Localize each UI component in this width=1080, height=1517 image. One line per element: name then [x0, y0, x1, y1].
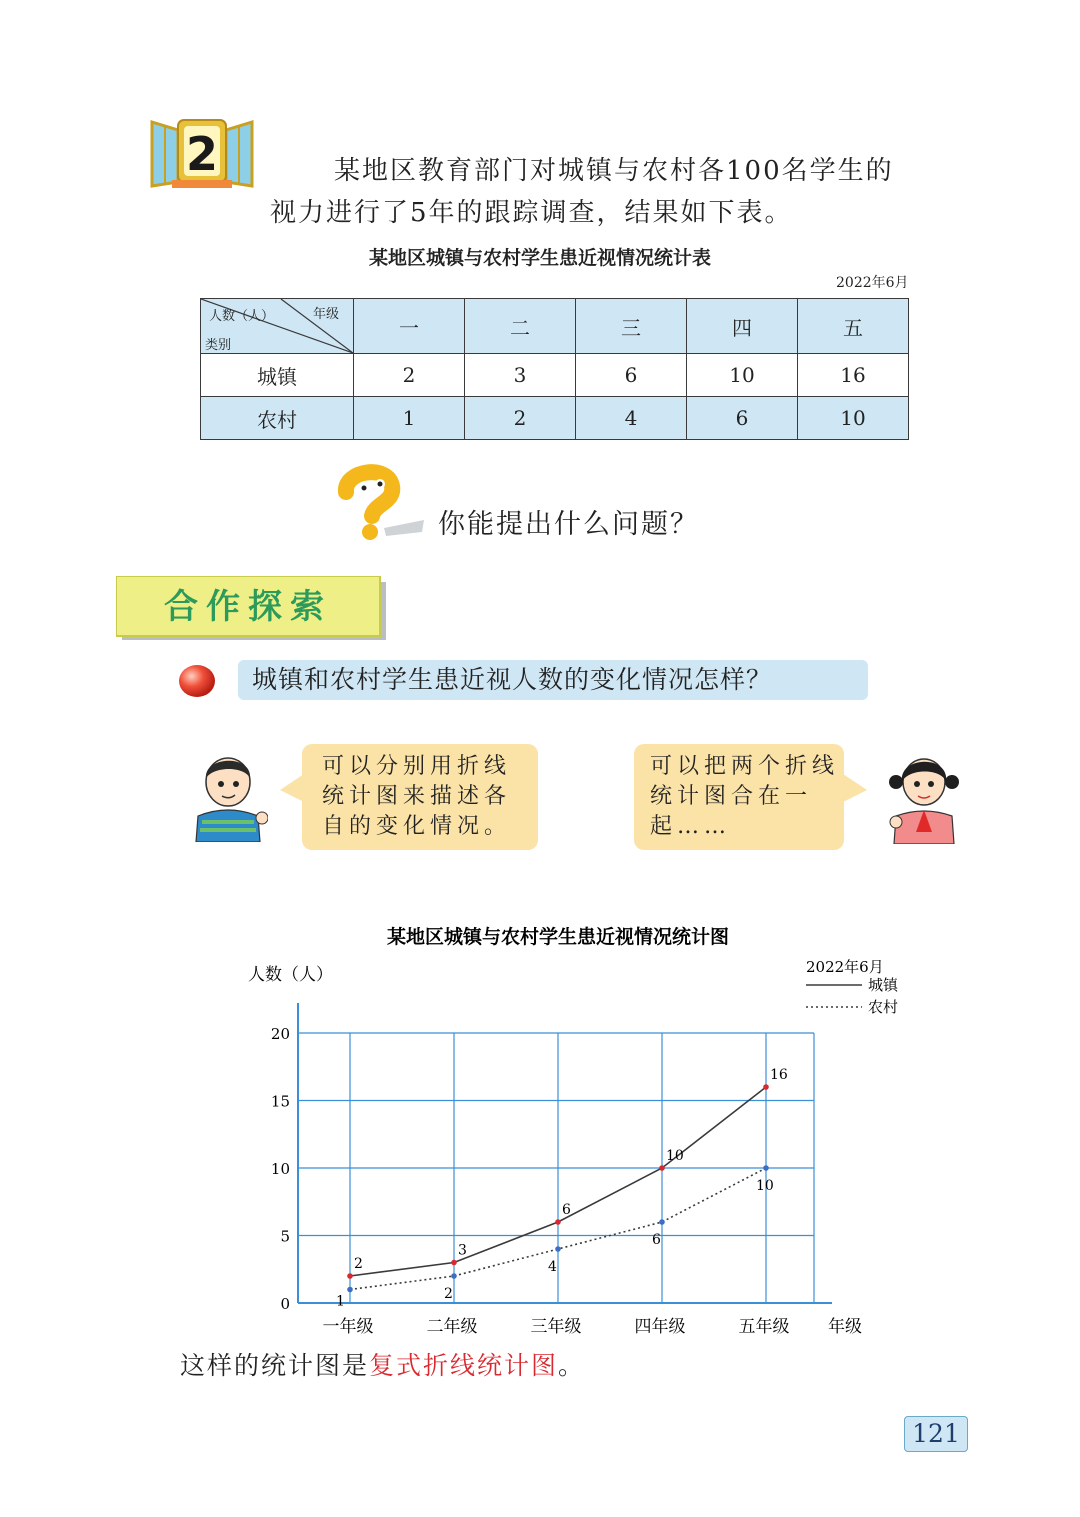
red-ball-icon — [178, 662, 216, 700]
table-cell: 3 — [465, 354, 576, 397]
legend-label: 城镇 — [868, 976, 899, 994]
question-mark-icon — [330, 462, 426, 542]
chart-legend — [806, 976, 899, 1016]
chart-title: 某地区城镇与农村学生患近视情况统计图 — [386, 926, 730, 948]
x-tick-label: 一年级 — [322, 1317, 374, 1337]
summary-suffix: 。 — [558, 1351, 586, 1380]
line-chart — [0, 900, 1080, 1350]
corner-label-grade: 年级 — [313, 307, 340, 322]
corner-label-count: 人数（人） — [209, 309, 275, 324]
legend-label: 农村 — [868, 998, 899, 1016]
data-point — [555, 1246, 561, 1252]
girl-avatar — [884, 752, 964, 844]
data-label: 6 — [652, 1232, 661, 1248]
x-tick-label: 三年级 — [530, 1317, 582, 1337]
cooperation-question: 城镇和农村学生患近视人数的变化情况怎样？ — [252, 665, 773, 694]
problem-intro — [270, 150, 970, 234]
table-cell: 6 — [687, 397, 798, 440]
y-axis-label: 人数（人） — [248, 965, 333, 985]
data-label: 16 — [770, 1067, 788, 1083]
x-tick-label: 二年级 — [426, 1317, 478, 1337]
boy-avatar — [188, 752, 268, 842]
page-number: 121 — [904, 1416, 968, 1452]
chart-axes — [298, 1003, 832, 1303]
statistics-table — [200, 298, 909, 440]
y-tick-label: 20 — [270, 1025, 290, 1043]
intro-line-2: 视力进行了5年的跟踪调查，结果如下表。 — [270, 198, 793, 228]
y-tick-label: 10 — [270, 1160, 290, 1178]
y-tick-labels — [271, 1025, 290, 1313]
data-point — [347, 1287, 353, 1293]
grade-header: 五 — [798, 299, 909, 354]
y-tick-label: 15 — [270, 1092, 290, 1111]
data-label: 1 — [336, 1293, 345, 1310]
cooperation-banner-text: 合作探索 — [164, 587, 332, 627]
data-label: 10 — [666, 1148, 684, 1164]
problem-number: 2 — [185, 127, 219, 181]
data-point — [451, 1260, 457, 1266]
bubble-tail-left — [280, 774, 304, 804]
data-label: 2 — [354, 1256, 363, 1272]
y-tick-label: 0 — [280, 1295, 290, 1313]
grade-header: 三 — [576, 299, 687, 354]
data-point — [763, 1084, 769, 1090]
table-row-rural — [201, 397, 909, 440]
summary-term: 复式折线统计图 — [369, 1351, 559, 1380]
question-prompt: 你能提出什么问题？ — [438, 509, 699, 540]
data-point — [659, 1165, 665, 1171]
summary-sentence — [180, 1346, 585, 1382]
table-cell: 2 — [465, 397, 576, 440]
x-axis-label: 年级 — [828, 1317, 862, 1337]
data-label: 3 — [458, 1242, 467, 1259]
grade-header: 四 — [687, 299, 798, 354]
summary-prefix: 这样的统计图是 — [180, 1351, 370, 1380]
y-tick-label: 5 — [280, 1227, 290, 1246]
table-corner-cell — [201, 299, 354, 354]
data-label: 2 — [444, 1286, 453, 1302]
data-point — [451, 1273, 457, 1279]
table-title: 某地区城镇与农村学生患近视情况统计表 — [368, 247, 711, 269]
data-point — [659, 1219, 665, 1225]
table-row-urban — [201, 354, 909, 397]
table-date: 2022年6月 — [836, 275, 909, 291]
row-label: 农村 — [201, 397, 354, 440]
grade-header: 二 — [465, 299, 576, 354]
bubble-tail-right — [843, 774, 867, 804]
data-label: 10 — [756, 1178, 774, 1194]
row-label: 城镇 — [201, 354, 354, 397]
x-tick-label: 五年级 — [738, 1317, 790, 1337]
table-cell: 4 — [576, 397, 687, 440]
chart-series — [336, 1067, 788, 1310]
boy-speech-text: 可以分别用折线统计图来描述各自的变化情况。 — [322, 754, 512, 839]
table-cell: 6 — [576, 354, 687, 397]
girl-speech-text: 可以把两个折线统计图合在一起…… — [650, 754, 840, 839]
grade-header: 一 — [354, 299, 465, 354]
table-cell: 16 — [798, 354, 909, 397]
intro-line-1: 某地区教育部门对城镇与农村各100名学生的 — [334, 156, 894, 186]
x-tick-label: 四年级 — [634, 1317, 686, 1337]
table-header-row — [201, 299, 909, 354]
chart-date: 2022年6月 — [806, 958, 884, 976]
data-point — [763, 1165, 769, 1171]
corner-label-category: 类别 — [205, 338, 232, 353]
data-label: 4 — [548, 1259, 557, 1275]
data-label: 6 — [562, 1202, 571, 1218]
problem-number-badge — [148, 116, 256, 190]
table-cell: 2 — [354, 354, 465, 397]
x-tick-labels — [323, 1316, 790, 1337]
table-cell: 1 — [354, 397, 465, 440]
table-cell: 10 — [798, 397, 909, 440]
data-point — [555, 1219, 561, 1225]
data-point — [347, 1273, 353, 1279]
table-cell: 10 — [687, 354, 798, 397]
